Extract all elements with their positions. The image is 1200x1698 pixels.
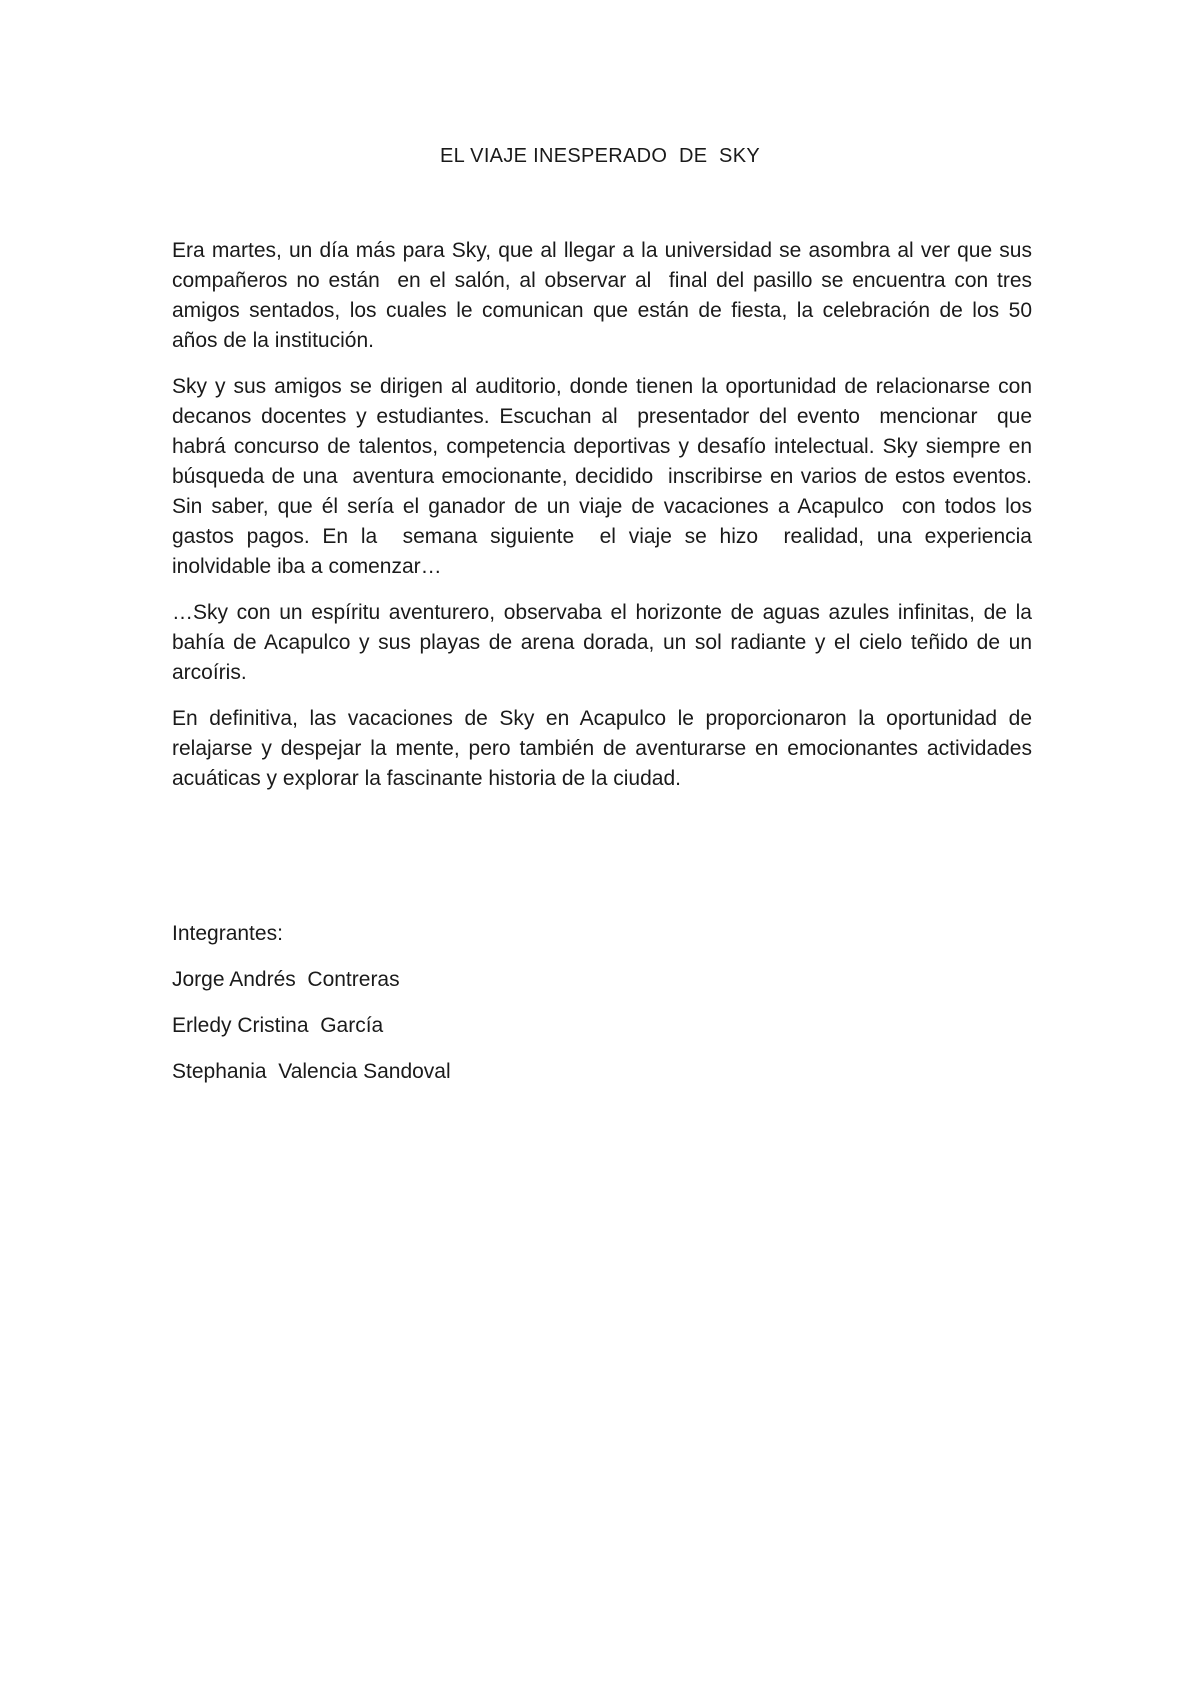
document-body — [172, 236, 1038, 810]
document-title: EL VIAJE INESPERADO DE SKY — [440, 145, 760, 167]
members-label: Integrantes: — [172, 922, 283, 945]
paragraph-3: …Sky con un espíritu aventurero, observaba el horizonte de aguas azules infinitas, de la bahía de Acapulco y sus playas de arena dorada, un sol radiante y el cielo teñido de un arcoíris. — [172, 601, 1038, 684]
paragraph-4: En definitiva, las vacaciones de Sky en Acapulco le proporcionaron la oportunidad de relajarse y despejar la mente, pero también de aventurarse en emocionantes actividades acuáticas y explorar la fascinante historia de la ciudad. — [172, 707, 1038, 790]
member-name: Stephania Valencia Sandoval — [172, 1060, 451, 1083]
paragraph-1: Era martes, un día más para Sky, que al llegar a la universidad se asombra al ver que sus compañeros no están en el salón, al observar al final del pasillo se encuentra con tres amigos sentados, los cuales le comunican que están de fiesta, la celebración de los 50 años de la institución. — [172, 239, 1038, 352]
members-section — [172, 919, 1032, 1103]
member-name: Jorge Andrés Contreras — [172, 968, 400, 991]
paragraph-2: Sky y sus amigos se dirigen al auditorio, donde tienen la oportunidad de relacionarse con decanos docentes y estudiantes. Escuchan al presentador del evento mencionar que habrá concurso de talentos, competencia deportivas y desafío intelectual. Sky siempre en búsqueda de una aventura emocionante, decidido inscribirse en varios de estos eventos. Sin saber, que él sería el ganador de un viaje de vacaciones a Acapulco con todos los gastos pagos. En la semana siguiente el viaje se hizo realidad, una experiencia inolvidable iba a comenzar… — [172, 375, 1038, 578]
member-name: Erledy Cristina García — [172, 1014, 384, 1037]
